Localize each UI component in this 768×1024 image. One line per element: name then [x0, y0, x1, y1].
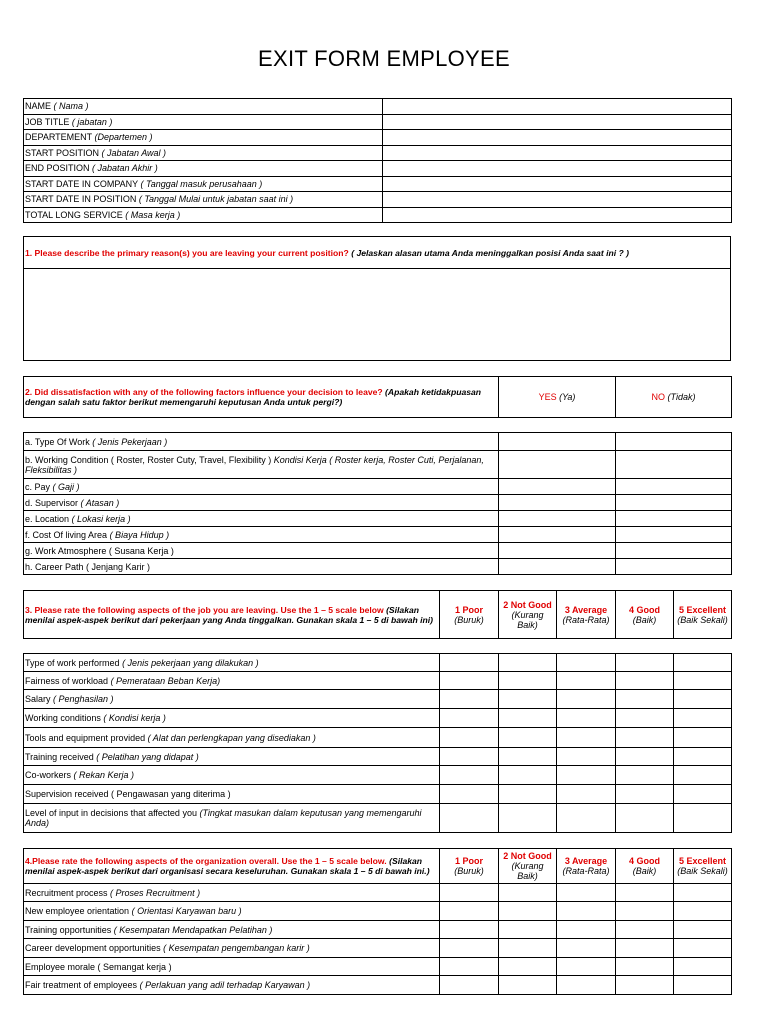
q3-rating-2-cell[interactable]: [499, 654, 557, 672]
q2-yes-header: [499, 377, 616, 418]
q2-no-label: NO: [651, 392, 666, 402]
q4-scale-label: 3 Average: [564, 856, 608, 866]
q1-answer-box[interactable]: [24, 269, 731, 361]
q3-rating-3-cell[interactable]: [557, 766, 616, 785]
q4-rating-1-cell[interactable]: [440, 976, 499, 995]
q2-item-translation: Kondisi Kerja ( Roster kerja, Roster Cuti, Perjalanan, Fleksibilitas ): [25, 454, 484, 475]
q4-rating-5-cell[interactable]: [674, 902, 732, 921]
info-field-label-cell: [24, 161, 383, 177]
q2-header: [24, 377, 499, 418]
q3-item-label: Tools and equipment provided: [25, 732, 146, 743]
q2-no-checkbox[interactable]: [616, 527, 732, 543]
q3-rating-3-cell[interactable]: [557, 748, 616, 766]
q3-rating-2-cell[interactable]: [499, 804, 557, 833]
q2-item-label-cell: [24, 479, 499, 495]
q3-rating-3-cell[interactable]: [557, 672, 616, 690]
q4-rating-1-cell[interactable]: [440, 921, 499, 939]
q3-row: [24, 654, 732, 672]
info-value-input[interactable]: [383, 161, 732, 177]
q2-yes-checkbox[interactable]: [499, 479, 616, 495]
q3-scale-label: 5 Excellent: [678, 604, 727, 615]
info-value-input[interactable]: [383, 114, 732, 130]
q3-row: [24, 690, 732, 709]
q3-row: [24, 766, 732, 785]
q2-item-label: d. Supervisor: [25, 497, 79, 508]
q3-rating-3-cell[interactable]: [557, 654, 616, 672]
q3-item-label: Salary: [25, 694, 54, 704]
q3-rating-4-cell[interactable]: [616, 785, 674, 804]
q4-rating-4-cell[interactable]: [616, 939, 674, 958]
q2-row: [24, 495, 732, 511]
info-value-input[interactable]: [383, 207, 732, 223]
q4-rating-5-cell[interactable]: [674, 939, 732, 958]
info-field-label: START POSITION: [25, 147, 102, 158]
q3-rating-5-cell[interactable]: [674, 690, 732, 709]
q3-header-table: [23, 590, 732, 639]
q3-row: [24, 748, 732, 766]
q3-item-translation: ( Rekan Kerja ): [73, 770, 135, 780]
q4-item-label-cell: [24, 884, 440, 902]
q4-rating-2-cell[interactable]: [499, 976, 557, 995]
q4-rating-4-cell[interactable]: [616, 976, 674, 995]
q3-rating-3-cell[interactable]: [557, 785, 616, 804]
info-row: [24, 176, 732, 192]
info-field-label: START DATE IN COMPANY: [25, 178, 139, 189]
info-row: [24, 130, 732, 146]
q4-scale-translation: (Buruk): [454, 866, 484, 876]
q4-question: 4.Please rate the following aspects of the organization overall. Use the 1 – 5 scale below.: [25, 856, 387, 866]
q4-table: [23, 848, 732, 995]
q4-rating-3-cell[interactable]: [557, 921, 616, 939]
q4-scale-translation: (Kurang Baik): [511, 861, 544, 881]
q3-rating-1-cell[interactable]: [440, 766, 499, 785]
q2-item-label-cell: [24, 543, 499, 559]
q3-item-translation: ( Alat dan perlengkapan yang disediakan ): [147, 732, 316, 743]
q3-rating-1-cell[interactable]: [440, 804, 499, 833]
q3-rating-5-cell[interactable]: [674, 766, 732, 785]
q3-rating-2-cell[interactable]: [499, 728, 557, 748]
q3-scale-label: 4 Good: [629, 604, 660, 615]
q3-rating-5-cell[interactable]: [674, 672, 732, 690]
q4-item-label: Fair treatment of employees: [25, 980, 138, 990]
info-field-label: END POSITION: [25, 163, 90, 174]
q2-item-label: c. Pay: [25, 481, 51, 492]
q3-item-translation: ( Kondisi kerja ): [103, 713, 166, 723]
q3-rating-1-cell[interactable]: [440, 690, 499, 709]
q4-item-translation: ( Kesempatan Mendapatkan Pelatihan ): [113, 924, 273, 935]
q3-rating-4-cell[interactable]: [616, 804, 674, 833]
q1-translation: ( Jelaskan alasan utama Anda meninggalkan posisi Anda saat ini ? ): [351, 247, 629, 258]
q3-rating-4-cell[interactable]: [616, 654, 674, 672]
q3-rating-1-cell[interactable]: [440, 709, 499, 728]
q2-yes-checkbox[interactable]: [499, 433, 616, 451]
q4-row: [24, 939, 732, 958]
q2-yes-checkbox[interactable]: [499, 543, 616, 559]
q4-row: [24, 902, 732, 921]
q2-no-checkbox[interactable]: [616, 479, 732, 495]
q1-question: 1. Please describe the primary reason(s) you are leaving your current position?: [25, 247, 349, 258]
q2-item-translation: ( Gaji ): [52, 481, 80, 492]
q4-item-label-cell: [24, 902, 440, 921]
info-row: [24, 161, 732, 177]
q4-rating-1-cell[interactable]: [440, 958, 499, 976]
q2-row: [24, 479, 732, 495]
q2-question: 2. Did dissatisfaction with any of the following factors influence your decision to leave?: [25, 387, 383, 397]
q3-rating-3-cell[interactable]: [557, 728, 616, 748]
q2-item-label: e. Location: [25, 513, 70, 524]
info-value-input[interactable]: [383, 192, 732, 208]
q4-rating-1-cell[interactable]: [440, 939, 499, 958]
q4-rating-2-cell[interactable]: [499, 902, 557, 921]
q3-item-label-cell: [24, 709, 440, 728]
q3-row: [24, 785, 732, 804]
q3-item-label-cell: [24, 690, 440, 709]
q3-item-label-cell: [24, 654, 440, 672]
info-row: [24, 99, 732, 115]
info-field-label: TOTAL LONG SERVICE: [25, 209, 123, 220]
q4-scale-label: 2 Not Good: [503, 851, 552, 861]
q2-row: [24, 543, 732, 559]
q3-rating-4-cell[interactable]: [616, 709, 674, 728]
q2-item-label-cell: [24, 527, 499, 543]
q2-item-label-cell: [24, 451, 499, 479]
q4-rating-3-cell[interactable]: [557, 958, 616, 976]
q2-item-label-cell: [24, 559, 499, 575]
q2-row: [24, 527, 732, 543]
q3-rating-3-cell[interactable]: [557, 709, 616, 728]
q2-item-label: a. Type Of Work: [25, 436, 90, 447]
q4-scale-header-5: [674, 849, 732, 884]
q3-item-label-cell: [24, 766, 440, 785]
q3-item-translation: ( Penghasilan ): [53, 694, 114, 704]
q4-scale-header-2: [499, 849, 557, 884]
q3-rating-5-cell[interactable]: [674, 804, 732, 833]
q3-scale-translation: (Baik): [632, 614, 657, 625]
q4-rating-5-cell[interactable]: [674, 884, 732, 902]
q4-item-label-cell: [24, 939, 440, 958]
q3-item-label-cell: [24, 748, 440, 766]
info-value-input[interactable]: [383, 145, 732, 161]
q3-translation: (Silakan menilai aspek-aspek berikut dari pekerjaan yang Anda tinggalkan. Gunakan skala 1 – 5 di bawah ini): [25, 604, 434, 625]
q3-rating-3-cell[interactable]: [557, 690, 616, 709]
q2-item-translation: ( Atasan ): [80, 497, 120, 508]
q1-header: [24, 237, 731, 269]
q3-row: [24, 728, 732, 748]
q3-scale-translation: (Kurang Baik): [511, 609, 544, 630]
q4-translation: (Silakan menilai aspek-aspek berikut dari organisasi secara keseluruhan. Gunakan skala 1 – 5 di bawah ini.): [25, 856, 430, 876]
q2-item-label: g. Work Atmosphere ( Susana Kerja ): [25, 545, 174, 556]
q3-scale-header-2: [499, 591, 557, 639]
q3-item-label-cell: [24, 728, 440, 748]
q4-rating-5-cell[interactable]: [674, 976, 732, 995]
q3-scale-translation: (Buruk): [454, 614, 484, 625]
q3-item-label: Co-workers: [25, 770, 72, 780]
q3-item-label: Level of input in decisions that affected you: [25, 808, 197, 818]
q3-rating-4-cell[interactable]: [616, 672, 674, 690]
q3-item-label: Type of work performed: [25, 657, 120, 668]
q3-rating-5-cell[interactable]: [674, 785, 732, 804]
q2-item-label-cell: [24, 511, 499, 527]
q4-item-label: New employee orientation: [25, 906, 130, 916]
q2-no-checkbox[interactable]: [616, 433, 732, 451]
info-field-label: NAME: [25, 101, 52, 112]
info-field-translation: ( jabatan ): [71, 116, 113, 127]
q3-scale-header-4: [616, 591, 674, 639]
q4-rating-4-cell[interactable]: [616, 921, 674, 939]
q4-scale-header-3: [557, 849, 616, 884]
q3-item-label-cell: [24, 672, 440, 690]
q4-rating-1-cell[interactable]: [440, 902, 499, 921]
q4-rating-1-cell[interactable]: [440, 884, 499, 902]
q3-rating-1-cell[interactable]: [440, 728, 499, 748]
info-field-label: JOB TITLE: [25, 116, 70, 127]
q3-rating-2-cell[interactable]: [499, 709, 557, 728]
q3-rating-5-cell[interactable]: [674, 728, 732, 748]
q4-rating-3-cell[interactable]: [557, 902, 616, 921]
q4-header: [24, 849, 440, 884]
info-row: [24, 114, 732, 130]
info-field-label: START DATE IN POSITION: [25, 194, 137, 205]
q4-item-label: Career development opportunities: [25, 943, 161, 953]
q4-scale-translation: (Rata-Rata): [562, 866, 610, 876]
q2-no-checkbox[interactable]: [616, 543, 732, 559]
q3-item-label: Supervision received ( Pengawasan yang diterima ): [25, 789, 231, 799]
q4-scale-label: 1 Poor: [454, 856, 483, 866]
q3-rating-1-cell[interactable]: [440, 748, 499, 766]
q2-no-checkbox[interactable]: [616, 495, 732, 511]
q3-item-label: Fairness of workload: [25, 675, 109, 686]
q3-rating-3-cell[interactable]: [557, 804, 616, 833]
q2-item-label: b. Working Condition ( Roster, Roster Cuty, Travel, Flexibility ): [25, 454, 272, 465]
q4-item-translation: ( Proses Recruitment ): [110, 887, 201, 898]
q3-row: [24, 709, 732, 728]
q3-row: [24, 804, 732, 833]
q3-rating-4-cell[interactable]: [616, 766, 674, 785]
q2-item-label: h. Career Path ( Jenjang Karir ): [25, 561, 151, 572]
q3-scale-label: 2 Not Good: [503, 599, 552, 610]
q3-rating-1-cell[interactable]: [440, 654, 499, 672]
q2-item-label-cell: [24, 495, 499, 511]
q4-scale-label: 5 Excellent: [678, 856, 727, 866]
q4-row: [24, 976, 732, 995]
q4-rating-2-cell[interactable]: [499, 884, 557, 902]
q2-item-label: f. Cost Of living Area: [25, 529, 108, 540]
q2-row: [24, 559, 732, 575]
q3-item-translation: ( Jenis pekerjaan yang dilakukan ): [122, 657, 259, 668]
q4-scale-header-4: [616, 849, 674, 884]
q2-no-checkbox[interactable]: [616, 559, 732, 575]
q4-item-translation: ( Perlakuan yang adil terhadap Karyawan ): [139, 980, 311, 990]
q4-scale-translation: (Baik): [632, 866, 657, 876]
q2-yes-checkbox[interactable]: [499, 511, 616, 527]
q2-item-translation: ( Biaya Hidup ): [109, 529, 170, 540]
info-row: [24, 192, 732, 208]
q3-item-label: Training received: [25, 751, 94, 762]
info-field-label: DEPARTEMENT: [25, 132, 93, 143]
q3-rating-4-cell[interactable]: [616, 748, 674, 766]
q4-item-label-cell: [24, 921, 440, 939]
q2-yes-checkbox[interactable]: [499, 559, 616, 575]
q3-rating-2-cell[interactable]: [499, 748, 557, 766]
q3-scale-header-5: [674, 591, 732, 639]
q3-rating-5-cell[interactable]: [674, 654, 732, 672]
q2-no-header: [616, 377, 732, 418]
q3-item-label-cell: [24, 804, 440, 833]
q3-rating-2-cell[interactable]: [499, 672, 557, 690]
q2-yes-checkbox[interactable]: [499, 527, 616, 543]
q2-no-checkbox[interactable]: [616, 511, 732, 527]
q4-row: [24, 921, 732, 939]
q3-item-translation: (Tingkat masukan dalam keputusan yang memengaruhi Anda): [25, 808, 422, 828]
q4-item-translation: ( Kesempatan pengembangan karir ): [163, 943, 310, 953]
q3-scale-translation: (Rata-Rata): [562, 614, 610, 625]
info-field-translation: ( Tanggal Mulai untuk jabatan saat ini ): [138, 194, 294, 205]
info-field-translation: ( Jabatan Awal ): [101, 147, 167, 158]
q4-item-translation: ( Orientasi Karyawan baru ): [131, 906, 242, 916]
q2-yes-checkbox[interactable]: [499, 495, 616, 511]
q3-header: [24, 591, 440, 639]
q4-item-label-cell: [24, 958, 440, 976]
q3-rating-4-cell[interactable]: [616, 728, 674, 748]
info-value-input[interactable]: [383, 99, 732, 115]
q4-scale-label: 4 Good: [629, 856, 660, 866]
q4-row: [24, 958, 732, 976]
q3-rating-2-cell[interactable]: [499, 785, 557, 804]
q4-rating-5-cell[interactable]: [674, 921, 732, 939]
employee-info-table: [23, 98, 732, 223]
q3-scale-label: 3 Average: [564, 604, 608, 615]
q2-row: [24, 451, 732, 479]
info-value-input[interactable]: [383, 130, 732, 146]
info-field-label-cell: [24, 207, 383, 223]
info-value-input[interactable]: [383, 176, 732, 192]
q3-item-translation: ( Pelatihan yang didapat ): [96, 751, 199, 762]
q4-row: [24, 884, 732, 902]
q2-yes-label: YES: [538, 392, 557, 402]
q3-rating-2-cell[interactable]: [499, 690, 557, 709]
q4-rating-2-cell[interactable]: [499, 921, 557, 939]
q2-yes-checkbox[interactable]: [499, 451, 616, 479]
q2-item-translation: ( Jenis Pekerjaan ): [92, 436, 168, 447]
info-field-label-cell: [24, 114, 383, 130]
q3-item-label-cell: [24, 785, 440, 804]
q2-translation: (Apakah ketidakpuasan dengan salah satu faktor berikut memengaruhi keputusan Anda untuk pergi?): [25, 387, 482, 407]
q4-rating-2-cell[interactable]: [499, 958, 557, 976]
info-field-label-cell: [24, 145, 383, 161]
q4-item-label-cell: [24, 976, 440, 995]
info-field-label-cell: [24, 99, 383, 115]
q3-rating-5-cell[interactable]: [674, 709, 732, 728]
q3-rating-1-cell[interactable]: [440, 672, 499, 690]
q4-scale-header-1: [440, 849, 499, 884]
q4-rating-2-cell[interactable]: [499, 939, 557, 958]
q4-item-label: Training opportunities: [25, 924, 112, 935]
q3-rating-5-cell[interactable]: [674, 748, 732, 766]
q4-rating-4-cell[interactable]: [616, 902, 674, 921]
q4-rating-3-cell[interactable]: [557, 976, 616, 995]
q4-item-label: Employee morale ( Semangat kerja ): [25, 961, 172, 972]
info-field-translation: (Departemen ): [94, 132, 153, 143]
q4-rating-3-cell[interactable]: [557, 884, 616, 902]
info-field-label-cell: [24, 192, 383, 208]
q3-row: [24, 672, 732, 690]
q3-question: 3. Please rate the following aspects of the job you are leaving. Use the 1 – 5 scale below: [25, 604, 384, 615]
q2-header-table: [23, 376, 732, 418]
info-field-translation: ( Jabatan Akhir ): [92, 163, 158, 174]
q3-scale-translation: (Baik Sekali): [677, 614, 728, 625]
q3-scale-label: 1 Poor: [454, 604, 483, 615]
q2-item-translation: ( Lokasi kerja ): [71, 513, 131, 524]
q4-rating-3-cell[interactable]: [557, 939, 616, 958]
q2-yes-translation: (Ya): [559, 392, 576, 402]
q4-rating-4-cell[interactable]: [616, 884, 674, 902]
q3-scale-header-1: [440, 591, 499, 639]
info-row: [24, 207, 732, 223]
info-field-label-cell: [24, 176, 383, 192]
q3-item-translation: ( Pemerataan Beban Kerja): [110, 675, 221, 686]
q2-items-table: [23, 432, 732, 575]
q4-rating-4-cell[interactable]: [616, 958, 674, 976]
q4-rating-5-cell[interactable]: [674, 958, 732, 976]
q2-no-checkbox[interactable]: [616, 451, 732, 479]
q2-item-label-cell: [24, 433, 499, 451]
q2-row: [24, 433, 732, 451]
page-title: EXIT FORM EMPLOYEE: [258, 46, 510, 71]
q3-rating-2-cell[interactable]: [499, 766, 557, 785]
q4-scale-translation: (Baik Sekali): [677, 866, 728, 876]
info-row: [24, 145, 732, 161]
q2-row: [24, 511, 732, 527]
q2-no-translation: (Tidak): [667, 392, 696, 402]
q3-item-label: Working conditions: [25, 713, 101, 723]
q3-rating-4-cell[interactable]: [616, 690, 674, 709]
info-field-label-cell: [24, 130, 383, 146]
info-field-translation: ( Masa kerja ): [125, 209, 181, 220]
info-field-translation: ( Nama ): [53, 101, 89, 112]
q3-scale-header-3: [557, 591, 616, 639]
q3-rating-1-cell[interactable]: [440, 785, 499, 804]
q1-table: [23, 236, 731, 361]
q4-item-label: Recruitment process: [25, 887, 108, 898]
info-field-translation: ( Tanggal masuk perusahaan ): [140, 178, 263, 189]
q3-items-table: [23, 653, 732, 833]
